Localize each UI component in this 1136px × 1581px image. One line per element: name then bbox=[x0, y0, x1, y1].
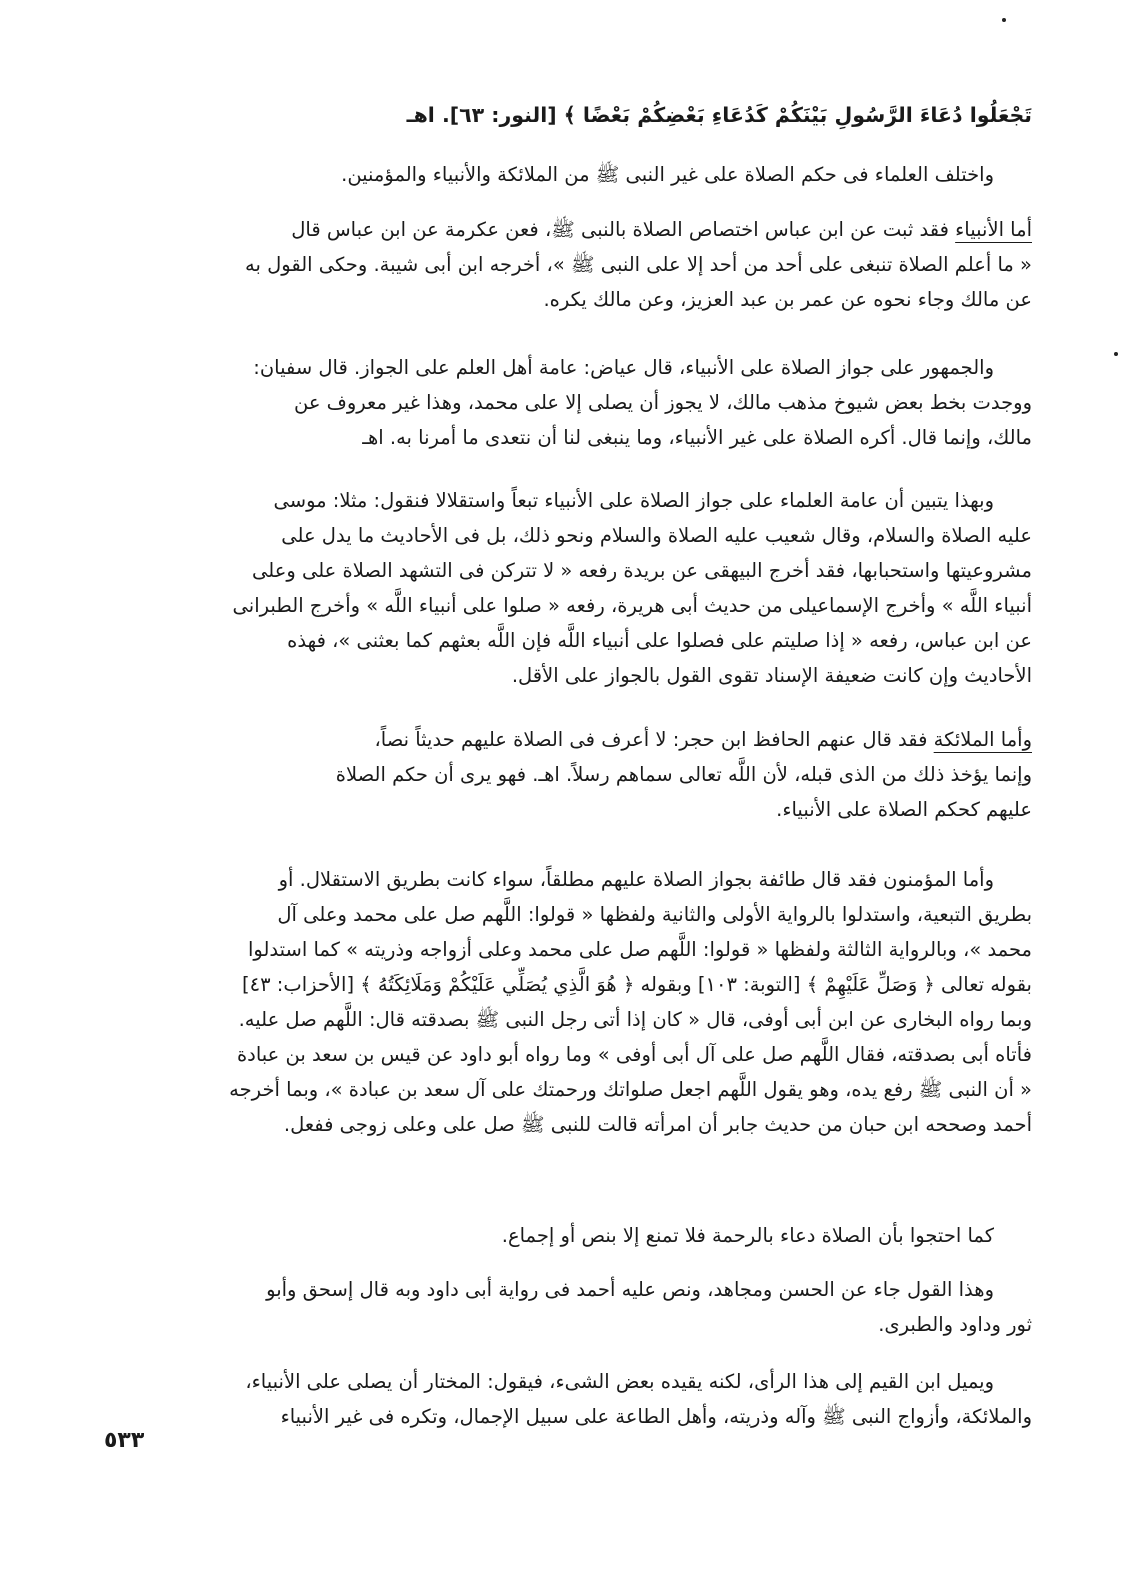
text-line bbox=[148, 722, 1032, 757]
text-line: وبهذا يتبين أن عامة العلماء على جواز الصلاة على الأنبياء تبعاً واستقلالا فنقول: مثلا: موسى bbox=[273, 489, 994, 512]
section-lead-angels: وأما الملائكة bbox=[933, 728, 1032, 751]
text-line: بطريق التبعية، واستدلوا بالرواية الأولى والثانية ولفظها « قولوا: اللَّهم صل على محمد وعلى آل bbox=[277, 903, 1032, 926]
section-lead-prophets: أما الأنبياء bbox=[955, 218, 1032, 241]
text-line: وهذا القول جاء عن الحسن ومجاهد، ونص عليه أحمد فى رواية أبى داود وبه قال إسحق وأبو bbox=[266, 1278, 994, 1301]
text-line: وأما المؤمنون فقد قال طائفة بجواز الصلاة عليهم مطلقاً، سواء كانت بطريق الاستقلال. أو bbox=[278, 868, 994, 891]
scan-mark bbox=[1114, 352, 1118, 356]
quran-verse-line bbox=[148, 98, 1032, 133]
text-line: أنبياء اللَّه » وأخرج الإسماعيلى من حديث أبى هريرة، رفعه « صلوا على أنبياء اللَّه » وأخرج الطبرانى bbox=[232, 594, 1032, 617]
text-line: عن ابن عباس، رفعه « إذا صليتم على فصلوا على أنبياء اللَّه فإن اللَّه بعثهم كما بعثنى »، فهذه bbox=[287, 629, 1032, 652]
text-line: ووجدت بخط بعض شيوخ مذهب مالك، لا يجوز أن يصلى إلا على محمد، وهذا غير معروف عن bbox=[293, 391, 1032, 414]
text-line: مالك، وإنما قال. أكره الصلاة على غير الأنبياء، وما ينبغى لنا أن نتعدى ما أمرنا به. اهـ bbox=[362, 426, 1032, 449]
text-line: عليهم كحكم الصلاة على الأنبياء. bbox=[776, 798, 1032, 821]
text-line: فأتاه أبى بصدقته، فقال اللَّهم صل على آل أبى أوفى » وما رواه أبو داود عن قيس بن سعد بن عبادة bbox=[236, 1043, 1032, 1066]
text-line: واختلف العلماء فى حكم الصلاة على غير النبى ﷺ من الملائكة والأنبياء والمؤمنين. bbox=[341, 163, 994, 186]
paragraph-prophets bbox=[148, 212, 1032, 317]
text-line: تَجْعَلُوا دُعَاءَ الرَّسُولِ بَيْنَكُمْ كَدُعَاءِ بَعْضِكُمْ بَعْضًا ﴾ [النور: ٦٣]. اهـ bbox=[406, 103, 1032, 127]
text-line: مشروعيتها واستحبابها، فقد أخرج البيهقى عن بريدة رفعه « لا تتركن فى التشهد الصلاة على وعلى bbox=[252, 559, 1032, 582]
paragraph-majority-view bbox=[148, 350, 1032, 455]
text-line: والجمهور على جواز الصلاة على الأنبياء، قال عياض: عامة أهل العلم على الجواز. قال سفيان: bbox=[253, 356, 994, 379]
text-line: كما احتجوا بأن الصلاة دعاء بالرحمة فلا تمنع إلا بنص أو إجماع. bbox=[501, 1224, 994, 1247]
text-line bbox=[148, 212, 1032, 247]
paragraph-argument bbox=[148, 1218, 1032, 1253]
text-span: فقد ثبت عن ابن عباس اختصاص الصلاة بالنبى ﷺ، فعن عكرمة عن ابن عباس قال bbox=[291, 218, 956, 241]
paragraph-conclusion-prophets bbox=[148, 483, 1032, 693]
scan-mark bbox=[1002, 18, 1006, 22]
text-line: والملائكة، وأزواج النبى ﷺ وآله وذريته، وأهل الطاعة على سبيل الإجمال، وتكره فى غير الأنبياء bbox=[280, 1405, 1032, 1428]
text-line: « أن النبى ﷺ رفع يده، وهو يقول اللَّهم اجعل صلواتك ورحمتك على آل سعد بن عبادة »، وبما أخرجه bbox=[229, 1078, 1032, 1101]
text-line: ثور وداود والطبرى. bbox=[878, 1313, 1032, 1336]
paragraph-attribution bbox=[148, 1272, 1032, 1342]
text-span: فقد قال عنهم الحافظ ابن حجر: لا أعرف فى الصلاة عليهم حديثاً نصاً، bbox=[374, 728, 934, 751]
paragraph-scholars-differ bbox=[148, 157, 1032, 192]
paragraph-ibn-qayyim bbox=[148, 1364, 1032, 1434]
text-line: عن مالك وجاء نحوه عن عمر بن عبد العزيز، وعن مالك يكره. bbox=[543, 288, 1032, 311]
text-line: عليه الصلاة والسلام، وقال شعيب عليه الصلاة والسلام ونحو ذلك، بل فى الأحاديث ما يدل على bbox=[281, 524, 1032, 547]
text-line: أحمد وصححه ابن حبان من حديث جابر أن امرأته قالت للنبى ﷺ صل على وعلى زوجى ففعل. bbox=[283, 1113, 1032, 1136]
paragraph-believers bbox=[148, 862, 1032, 1142]
paragraph-angels bbox=[148, 722, 1032, 827]
text-line: وبما رواه البخارى عن ابن أبى أوفى، قال « كان إذا أتى رجل النبى ﷺ بصدقته قال: اللَّهم صل عليه. bbox=[238, 1008, 1032, 1031]
page-number: ٥٣٣ bbox=[104, 1428, 145, 1453]
text-line: الأحاديث وإن كانت ضعيفة الإسناد تقوى القول بالجواز على الأقل. bbox=[511, 664, 1032, 687]
text-line: بقوله تعالى ﴿ وَصَلِّ عَلَيْهِمْ ﴾ [التوبة: ١٠٣] وبقوله ﴿ هُوَ الَّذِي يُصَلِّي عَلَيْكُمْ وَمَلَائِكَتُهُ ﴾ [الأحزاب: ٤٣] bbox=[242, 973, 1032, 996]
text-line: وإنما يؤخذ ذلك من الذى قبله، لأن اللَّه تعالى سماهم رسلاً. اهـ. فهو يرى أن حكم الصلاة bbox=[335, 763, 1032, 786]
text-line: ويميل ابن القيم إلى هذا الرأى، لكنه يقيده بعض الشىء، فيقول: المختار أن يصلى على الأنبياء، bbox=[245, 1370, 994, 1393]
text-line: « ما أعلم الصلاة تنبغى على أحد من أحد إلا على النبى ﷺ »، أخرجه ابن أبى شيبة. وحكى القول به bbox=[245, 253, 1032, 276]
text-line: محمد »، وبالرواية الثالثة ولفظها « قولوا: اللَّهم صل على محمد وعلى أزواجه وذريته » كما استدلوا bbox=[247, 938, 1032, 961]
